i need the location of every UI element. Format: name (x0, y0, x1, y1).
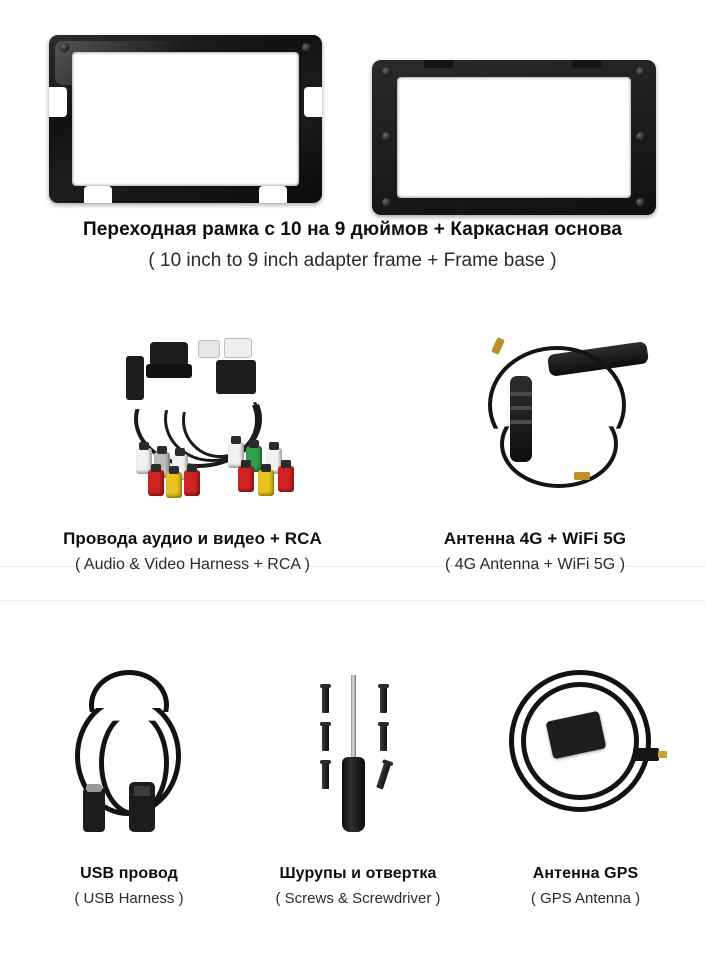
antenna-4g-label-en: ( 4G Antenna + WiFi 5G ) (444, 556, 626, 574)
antenna-gold-tip (574, 472, 590, 480)
rca-plug-red (184, 470, 200, 496)
gps-antenna-label-en: ( GPS Antenna ) (530, 890, 641, 907)
usb-harness-caption (20, 864, 238, 909)
rca-plug-red (238, 466, 254, 492)
adapter-frame-opening (72, 52, 299, 186)
frame-screw-icon (60, 43, 69, 52)
harness-white-connector (224, 338, 252, 358)
frame-base-image (372, 60, 656, 215)
frame-kit-caption (0, 218, 705, 273)
gps-connector (633, 748, 659, 761)
antenna-4g-wifi-image (470, 330, 700, 510)
screws-screwdriver-label-en: ( Screws & Screwdriver ) (275, 890, 441, 907)
frame-base-screw-icon (382, 198, 391, 207)
screws-screwdriver-image (300, 665, 470, 845)
frame-kit-label-ru: Переходная рамка с 10 на 9 дюймов + Каркасная основа (82, 219, 623, 240)
screws-screwdriver-caption (238, 864, 478, 909)
harness-connector-main-base (146, 364, 192, 378)
frame-base-screw-icon (636, 198, 645, 207)
frame-screw-icon (302, 43, 311, 52)
rca-plug-yellow (258, 470, 274, 496)
adapter-frame-image (49, 35, 322, 203)
av-harness-label-ru: Провода аудио и видео + RCA (63, 529, 322, 548)
frame-base-screw-icon (636, 132, 645, 141)
usb-harness-label-en: ( USB Harness ) (74, 890, 184, 907)
frame-notch-right (304, 87, 322, 117)
screw (376, 763, 391, 790)
screwdriver-shaft (351, 675, 356, 760)
divider-line-2 (0, 600, 705, 601)
frame-kit-label-en: ( 10 inch to 9 inch adapter frame + Frame base ) (148, 249, 557, 271)
antenna-4g-label-ru: Антенна 4G + WiFi 5G (443, 529, 627, 548)
usb-screws-gps-image-row (0, 660, 705, 840)
usb-plug-a (83, 788, 105, 832)
screw (322, 725, 329, 751)
frame-base-opening (397, 77, 631, 198)
frame-base-tab (572, 207, 602, 215)
gps-antenna-caption (478, 864, 693, 909)
screw (322, 687, 329, 713)
antenna-4g-caption (380, 528, 690, 575)
frame-base-screw-icon (382, 132, 391, 141)
rca-plug-red (148, 470, 164, 496)
gps-antenna-image (505, 660, 685, 840)
screw (380, 725, 387, 751)
harness-antenna-image-row (0, 330, 705, 520)
rca-plug-yellow (166, 472, 182, 498)
av-harness-label-en: ( Audio & Video Harness + RCA ) (75, 556, 310, 574)
frame-notch-bottom-left (84, 186, 112, 203)
usb-plug-a-tip (86, 784, 102, 792)
frame-base-screw-icon (636, 67, 645, 76)
frame-notch-bottom-right (259, 186, 287, 203)
screw (380, 687, 387, 713)
frame-notch-left (49, 87, 67, 117)
usb-harness-label-ru: USB провод (80, 865, 178, 882)
frame-base-screw-icon (382, 67, 391, 76)
harness-side-connector (126, 356, 144, 400)
av-harness-caption (15, 528, 370, 575)
frames-image-row (0, 30, 705, 205)
frame-base-tab (424, 60, 454, 68)
frame-base-tab (424, 207, 454, 215)
frame-base-tab (572, 60, 602, 68)
harness-black-connector (216, 360, 256, 394)
harness-white-connector (198, 340, 220, 358)
antenna-gold-tip (491, 337, 505, 355)
rca-plug-red (278, 466, 294, 492)
screw (322, 763, 329, 789)
screws-screwdriver-label-ru: Шурупы и отвертка (279, 865, 437, 882)
gps-antenna-label-ru: Антенна GPS (532, 865, 639, 882)
screwdriver-handle (342, 757, 365, 832)
usb-socket-opening (134, 786, 150, 796)
usb-harness-image (65, 670, 245, 845)
av-harness-image (120, 330, 390, 510)
